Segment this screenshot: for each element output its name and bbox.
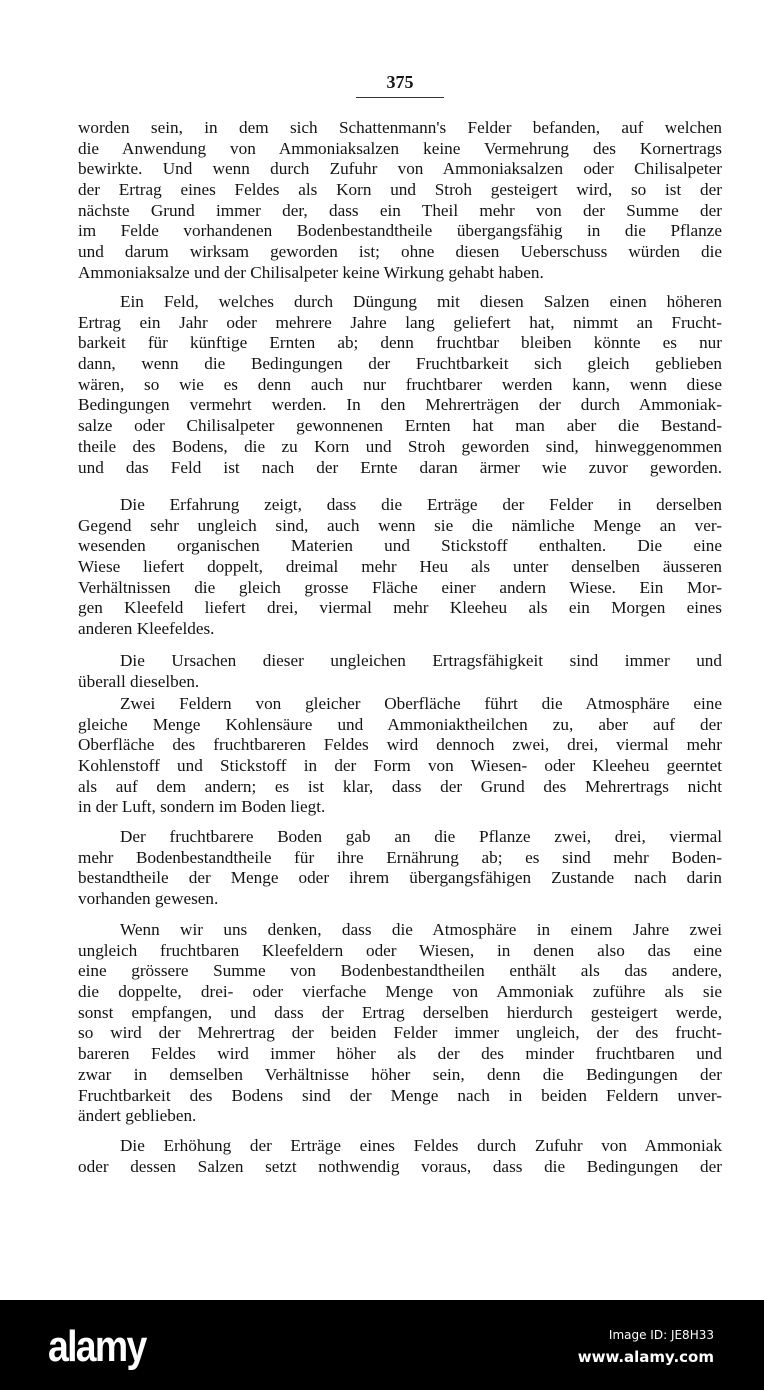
text-line: salze oder Chilisalpeter gewonnenen Ernten hat man aber die Bestand- — [78, 416, 722, 436]
text-line: Die Erhöhung der Erträge eines Feldes durch Zufuhr von Ammoniak — [120, 1136, 722, 1155]
watermark-footer — [0, 1300, 764, 1390]
text-line: bareren Feldes wird immer höher als der des minder fruchtbaren und — [78, 1044, 722, 1064]
page-number-rule — [356, 97, 444, 98]
text-line: der Ertrag eines Feldes als Korn und Stroh gesteigert wird, so ist der — [78, 180, 722, 200]
page-number: 375 — [386, 72, 414, 92]
text-line: eine grössere Summe von Bodenbestandtheilen enthält als das andere, — [78, 961, 722, 981]
paragraph — [78, 1136, 722, 1177]
text-line: gen Kleefeld liefert drei, viermal mehr Kleeheu als ein Morgen eines — [78, 598, 722, 618]
paragraph — [78, 118, 722, 284]
text-line: Verhältnissen die gleich grosse Fläche einer andern Wiese. Ein Mor- — [78, 577, 722, 597]
text-line: vorhanden gewesen. — [78, 889, 219, 909]
text-line: und darum wirksam geworden ist; ohne diesen Ueberschuss würden die — [78, 242, 722, 262]
text-line: Wenn wir uns denken, dass die Atmosphäre in einem Jahre zwei — [120, 920, 722, 939]
text-line: Bedingungen vermehrt werden. In den Mehrerträgen der durch Ammoniak- — [78, 395, 722, 415]
text-line: überall dieselben. — [78, 671, 200, 691]
paragraph — [78, 292, 722, 478]
text-line: und das Feld ist nach der Ernte daran ärmer wie zuvor geworden. — [78, 457, 722, 477]
image-id-label: Image ID: JE8H33 — [608, 1328, 714, 1342]
paragraph — [78, 651, 722, 692]
text-line: Zwei Feldern von gleicher Oberfläche führt die Atmosphäre eine — [120, 694, 722, 713]
text-line: Kohlenstoff und Stickstoff in der Form von Wiesen- oder Kleeheu geerntet — [78, 756, 722, 776]
watermark-url: www.alamy.com — [577, 1348, 714, 1366]
text-line: nächste Grund immer der, dass ein Theil mehr von der Summe der — [78, 200, 722, 220]
text-line: sonst empfangen, und dass der Ertrag derselben hierdurch gesteigert werde, — [78, 1002, 722, 1022]
paragraph — [78, 495, 722, 640]
text-line: Gegend sehr ungleich sind, auch wenn sie die nämliche Menge an ver- — [78, 515, 722, 535]
paragraph — [78, 694, 722, 818]
text-line: wären, so wie es denn auch nur fruchtbarer werden kann, wenn diese — [78, 374, 722, 394]
text-line: barkeit für künftige Ernten ab; denn fruchtbar bleiben könnte es nur — [78, 333, 722, 353]
text-line: als auf dem andern; es ist klar, dass der Grund des Mehrertrags nicht — [78, 776, 722, 796]
text-line: Ertrag ein Jahr oder mehrere Jahre lang geliefert hat, nimmt an Frucht- — [78, 312, 722, 332]
text-line: Fruchtbarkeit des Bodens sind der Menge nach in beiden Feldern unver- — [78, 1085, 722, 1105]
text-line: die doppelte, drei- oder vierfache Menge von Ammoniak zuführe als sie — [78, 982, 722, 1002]
text-line: theile des Bodens, die zu Korn und Stroh geworden sind, hinweggenommen — [78, 436, 722, 456]
text-line: anderen Kleefeldes. — [78, 619, 215, 639]
text-line: worden sein, in dem sich Schattenmann's Felder befanden, auf welchen — [78, 118, 722, 137]
text-line: ungleich fruchtbaren Kleefeldern oder Wiesen, in denen also das eine — [78, 940, 722, 960]
text-line: gleiche Menge Kohlensäure und Ammoniaktheilchen zu, aber auf der — [78, 714, 722, 734]
text-line: Ein Feld, welches durch Düngung mit diesen Salzen einen höheren — [120, 292, 722, 311]
text-line: in der Luft, sondern im Boden liegt. — [78, 797, 326, 817]
text-line: mehr Bodenbestandtheile für ihre Ernährung ab; es sind mehr Boden- — [78, 847, 722, 867]
text-line: Die Erfahrung zeigt, dass die Erträge der Felder in derselben — [120, 495, 722, 514]
text-line: bewirkte. Und wenn durch Zufuhr von Ammoniaksalzen oder Chilisalpeter — [78, 159, 722, 179]
alamy-logo: alamy — [48, 1322, 146, 1371]
text-line: Wiese liefert doppelt, dreimal mehr Heu als unter denselben äusseren — [78, 557, 722, 577]
paragraph — [78, 827, 722, 910]
text-line: so wird der Mehrertrag der beiden Felder immer ungleich, der des frucht- — [78, 1023, 722, 1043]
text-line: ändert geblieben. — [78, 1106, 197, 1126]
text-line: Ammoniaksalze und der Chilisalpeter keine Wirkung gehabt haben. — [78, 262, 544, 282]
paragraph — [78, 920, 722, 1127]
text-line: Die Ursachen dieser ungleichen Ertragsfähigkeit sind immer und — [120, 651, 722, 670]
text-line: dann, wenn die Bedingungen der Fruchtbarkeit sich gleich geblieben — [78, 354, 722, 374]
text-line: Oberfläche des fruchtbareren Feldes wird dennoch zwei, drei, viermal mehr — [78, 735, 722, 755]
text-line: bestandtheile der Menge oder ihrem übergangsfähigen Zustande nach darin — [78, 868, 722, 888]
text-line: wesenden organischen Materien und Stickstoff enthalten. Die eine — [78, 536, 722, 556]
text-line: Der fruchtbarere Boden gab an die Pflanze zwei, drei, viermal — [120, 827, 722, 846]
text-line: im Felde vorhandenen Bodenbestandtheile übergangsfähig in die Pflanze — [78, 221, 722, 241]
text-line: zwar in demselben Verhältnisse höher sein, denn die Bedingungen der — [78, 1064, 722, 1084]
text-line: oder dessen Salzen setzt nothwendig voraus, dass die Bedingungen der — [78, 1156, 722, 1176]
text-line: die Anwendung von Ammoniaksalzen keine Vermehrung des Kornertrags — [78, 138, 722, 158]
